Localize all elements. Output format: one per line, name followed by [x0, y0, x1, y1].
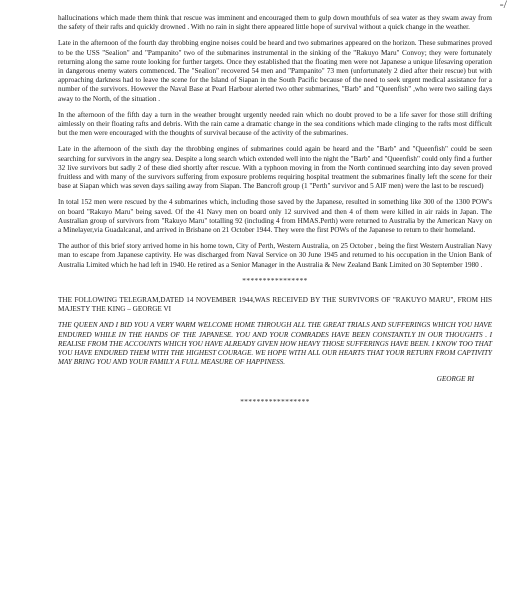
telegram-intro: THE FOLLOWING TELEGRAM,DATED 14 NOVEMBER 1944,WAS RECEIVED BY THE SURVIVORS OF "RAKUYO MARU", FROM HIS MAJESTY THE KING – GEORGE VI	[58, 296, 492, 314]
corner-mark: -/	[499, 0, 507, 11]
separator-stars-bottom: *****************	[240, 397, 310, 406]
telegram-body: THE QUEEN AND I BID YOU A VERY WARM WELCOME HOME THROUGH ALL THE GREAT TRIALS AND SUFFERINGS WHICH YOU HAVE ENDURED WHILE IN THE HANDS OF THE JAPANESE. YOU AND YOUR COMRADES HAVE BEEN CONSTANTLY IN OUR THOUGHTS . I REALISE FROM THE ACCOUNTS WHICH YOU HAVE ALREADY GIVEN HOW HEAVY THOSE SUFFERINGS HAVE BEEN. I KNOW TOO THAT YOU HAVE ENDURED THEM WITH THE HIGHEST COURAGE. WE HOPE WITH ALL OUR HEARTS THAT YOUR RETURN FROM CAPTIVITY MAY BRING YOU AND YOUR FAMILY A FULL MEASURE OF HAPPINESS.	[58, 321, 492, 367]
paragraph-author: The author of this brief story arrived home in his home town, City of Perth, Western Australia, on 25 October , being the first Western Australian Navy man to escape from Japanese captivity. He was discharged from Naval Service on 30 June 1945 and returned to his occupation in the Union Bank of Australia Limited which he had left in 1940. He retired as a Senior Manager in the Australia & New Zealand Bank Limited on 30 September 1980 .	[58, 242, 492, 269]
paragraph-sixth-day: Late in the afternoon of the sixth day the throbbing engines of submarines could again be heard and the "Barb" and "Queenfish" could be seen searching for survivors in the angry sea. Despite a long search which extended well into the night the "Barb" and "Queenfish" could only find a further 32 live survivors but sadly 2 of these died shortly after rescue. With a typhoon moving in from the North continued searching into day seven proved fruitless and with many of the survivors suffering from exposure problems requiring hospital treatment the submarines finally left the scene for their base at Siapan which was seven days sailing away from Siapan. The Bancroft group (1 "Perth" survivor and 5 AIF men) were the last to be rescued)	[58, 145, 492, 191]
separator-stars: ****************	[242, 276, 308, 285]
paragraph-total-rescued: In total 152 men were rescued by the 4 submarines which, including those saved by the Japanese, resulted in something like 300 of the 1300 POW's on board "Rakuyo Maru" being saved. Of the 41 Navy men on board only 12 survived and then 4 of them were killed in air raids in Japan. The Australian group of survivors from "Rakuyo Maru" totalling 92 (including 4 from HMAS.Perth) were returned to Australia by the American Navy on a Minelayer,via Guadalcanal, and arrived in Brisbane on 21 October 1944. They were the first POWs of the Japanese to return to their homeland.	[58, 198, 492, 235]
document-body	[58, 14, 492, 407]
telegram-signature: GEORGE RI	[436, 374, 474, 383]
paragraph-fifth-day: In the afternoon of the fifth day a turn in the weather brought urgently needed rain which no doubt proved to be a life saver for those still drifting aimlessly on their floating rafts and debris. With the rain came a dramatic change in the sea conditions which made clinging to the rafts most difficult but the men were encouraged with the thoughts of survival because of the activity of the submarines.	[58, 110, 492, 138]
paragraph-fourth-day: Late in the afternoon of the fourth day throbbing engine noises could be heard and two submarines appeared on the horizon. These submarines proved to be the USS "Sealion" and "Pampanito" two of the submarines instrumental in the sinking of the "Rakuyo Maru" Convoy; they were fortunately returning along the same route looking for further targets. Once they established that the floating men were not Japanese a unique lifesaving operation in dangerous enemy waters commenced. The "Sealion" recovered 54 men and "Pampanito" 73 men (unfortunately 2 died after their rescue) but with approaching darkness had to leave the scene for the Island of Siapan in the South Pacific because of the need to seek urgent medical assistance for a number of the survivors. However the Naval Base at Pearl Harbour alerted two other submarines, "Barb" and "Queenfish" ,who were two sailing days away to the North, of the situation .	[58, 39, 492, 103]
paragraph-hallucinations: hallucinations which made them think that rescue was imminent and encouraged them to gulp down mouthfuls of sea water as they swam away from the safety of their rafts and quickly drowned . With no rain in sight there appeared little hope of survival without a quick change in the weather.	[58, 14, 492, 32]
